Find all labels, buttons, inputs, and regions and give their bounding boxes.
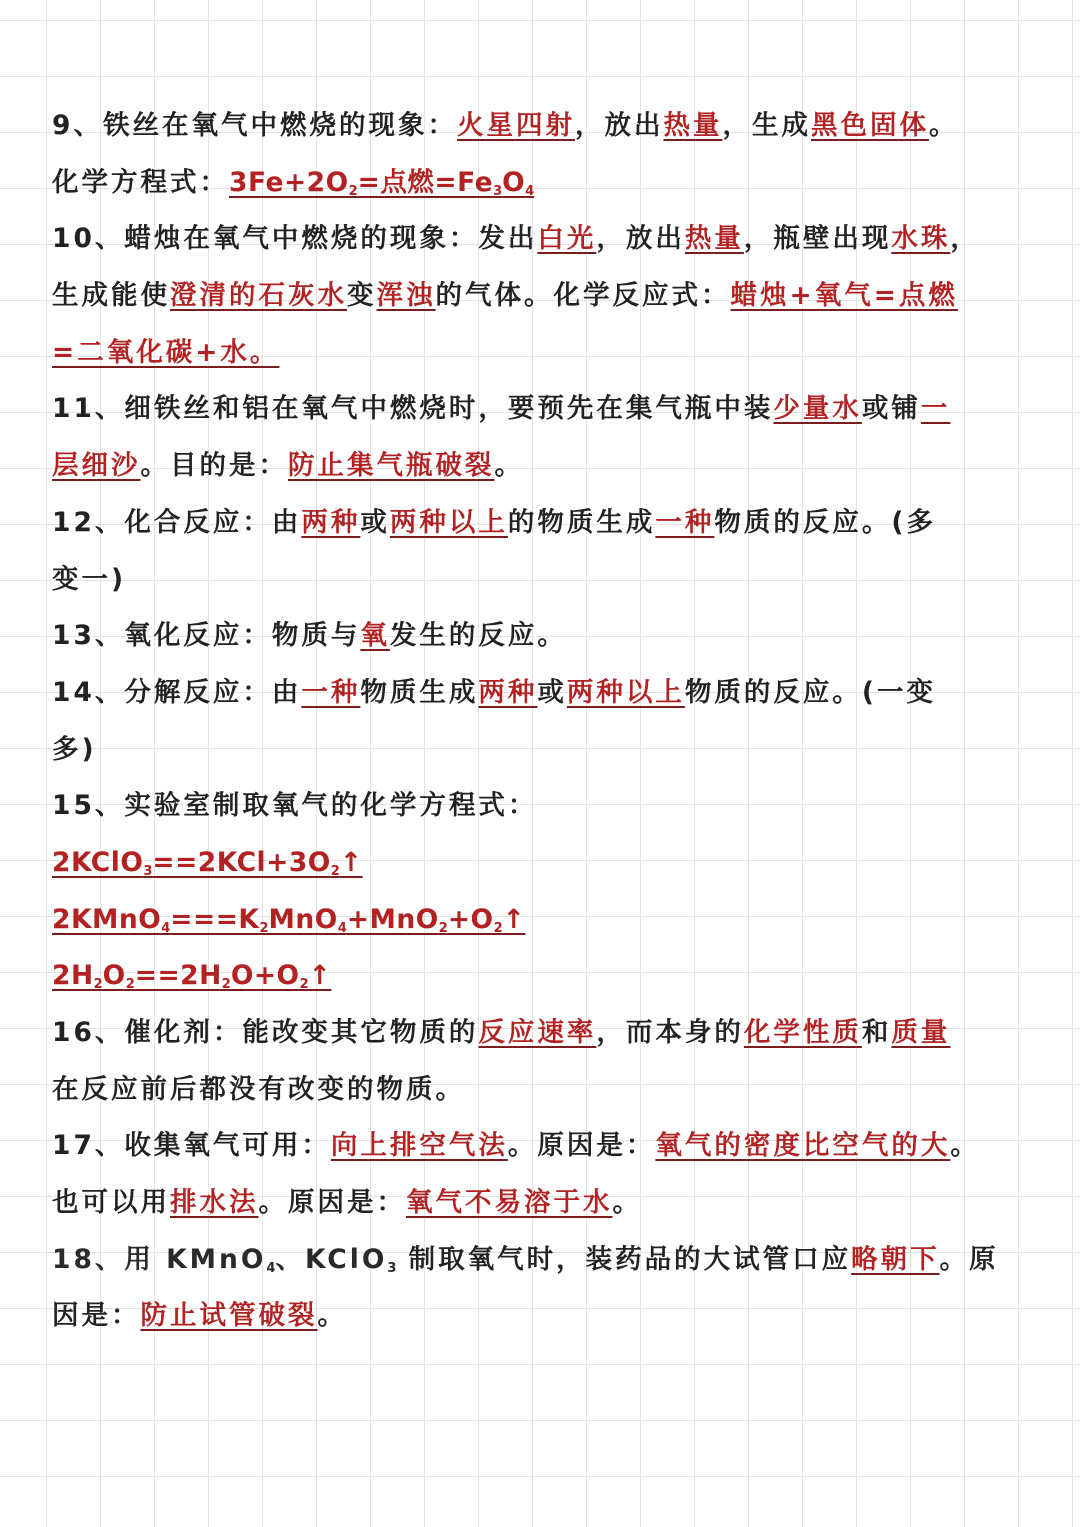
note-line-11b: 层细沙。目的是：防止集气瓶破裂。 [52, 450, 524, 482]
note-line-16b: 在反应前后都没有改变的物质。 [52, 1073, 465, 1105]
note-line-14a: 14、分解反应：由一种物质生成两种或两种以上物质的反应。(一变 [52, 676, 937, 708]
note-line-11a: 11、细铁丝和铝在氧气中燃烧时，要预先在集气瓶中装少量水或铺一 [52, 393, 951, 425]
note-line-10c: =二氧化碳+水。 [52, 336, 280, 368]
note-line-9a: 9、铁丝在氧气中燃烧的现象：火星四射，放出热量，生成黑色固体。 [52, 110, 959, 141]
note-line-15: 15、实验室制取氧气的化学方程式： [52, 790, 538, 822]
note-line-16a: 16、催化剂：能改变其它物质的反应速率，而本身的化学性质和质量 [52, 1017, 951, 1048]
equation-h2o2: $2H_2O_2==2H_2O+O_2↑$ [52, 960, 332, 993]
note-line-12a: 12、化合反应：由两种或两种以上的物质生成一种物质的反应。(多 [52, 506, 937, 538]
note-line-10a: 10、蜡烛在氧气中燃烧的现象：发出白光，放出热量，瓶壁出现水珠， [52, 223, 980, 255]
note-line-9b: 化学方程式：$3Fe+2O_2=$点燃$=Fe_3O_4$ [52, 166, 535, 199]
note-line-17b: 也可以用排水法。原因是：氧气不易溶于水。 [52, 1187, 642, 1219]
note-line-13: 13、氧化反应：物质与氧发生的反应。 [52, 620, 567, 652]
note-line-18a: 18、用 KMnO$_4$、KClO$_3$ 制取氧气时，装药品的大试管口应略朝下。原 [52, 1243, 999, 1276]
note-line-17a: 17、收集氧气可用：向上排空气法。原因是：氧气的密度比空气的大。 [52, 1130, 980, 1162]
note-line-18b: 因是：防止试管破裂。 [52, 1300, 347, 1332]
note-line-10b: 生成能使澄清的石灰水变浑浊的气体。化学反应式：蜡烛+氧气=点燃 [52, 280, 958, 312]
equation-kmno4: $2KMnO_4===K_2MnO_4+MnO_2+O_2↑$ [52, 903, 526, 936]
note-line-14b: 多) [52, 733, 97, 765]
notes-sheet [52, 98, 1032, 1345]
note-line-12b: 变一) [52, 563, 127, 595]
equation-kclo3: $2KClO_3==2KCl+3O_2↑$ [52, 846, 363, 879]
